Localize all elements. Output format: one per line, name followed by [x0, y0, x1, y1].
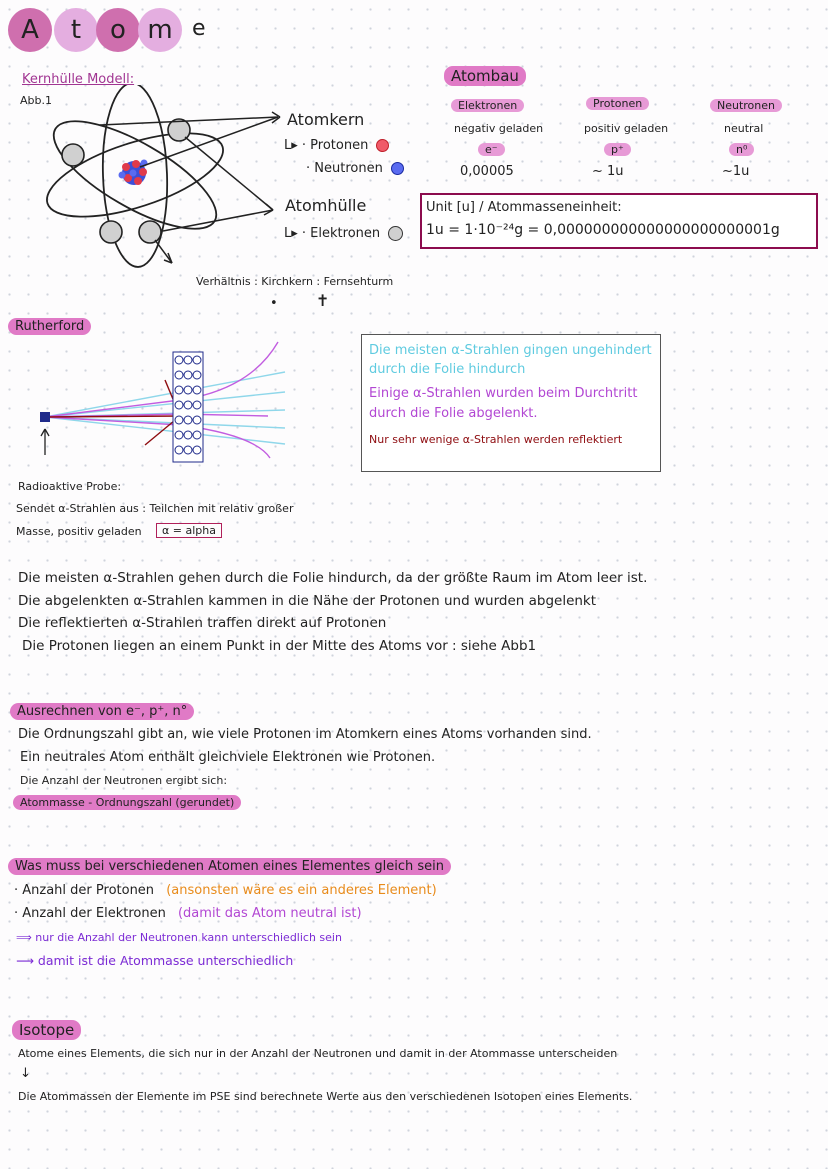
col-header-elektronen: Elektronen: [451, 99, 524, 112]
symbol-elektronen: e⁻: [478, 143, 505, 156]
obs-line: Einige α-Strahlen wurden beim Durchtritt: [369, 386, 638, 401]
atomhuelle-label: Atomhülle: [285, 196, 367, 215]
elektronen-label: · Elektronen: [301, 226, 381, 241]
ausrechnen-heading: Ausrechnen von e⁻, p⁺, n°: [10, 703, 194, 720]
protonen-label: · Protonen: [301, 138, 369, 153]
title-letter: m: [138, 8, 182, 52]
conclusion-line: Die reflektierten α-Strahlen traffen direkt auf Protonen: [18, 615, 387, 631]
radioactive-source: [40, 412, 50, 422]
gold-foil: [173, 352, 203, 462]
gleich-arrow-2: ⟶ damit ist die Atommasse unterschiedlich: [16, 953, 294, 968]
isotope-line-2: Die Atommassen der Elemente im PSE sind berechnete Werte aus den verschiedenen Isotopen eines Elements.: [18, 1090, 633, 1103]
isotope-heading: Isotope: [12, 1020, 81, 1040]
gleich-item-2-text: · Anzahl der Elektronen: [14, 906, 166, 921]
electron: [100, 221, 122, 243]
unit-box: [420, 193, 818, 249]
title-letter: t: [54, 8, 98, 52]
gleich-item-2: [14, 906, 362, 921]
rutherford-observations-box: [361, 334, 661, 472]
electron-icon: [388, 226, 403, 241]
unit-value: 1u = 1·10⁻²⁴g = 0,000000000000000000000001g: [426, 222, 780, 238]
alpha-badge: α = alpha: [156, 523, 222, 538]
kirchkern-dot: •: [270, 296, 278, 311]
gleich-item-1-text: · Anzahl der Protonen: [14, 883, 155, 898]
obs-line: durch die Folie abgelenkt.: [369, 406, 538, 421]
gleich-item-1: [14, 883, 437, 898]
atomkern-label: Atomkern: [287, 110, 365, 129]
arrow-symbol: L▸: [284, 138, 298, 153]
col-header-protonen: Protonen: [586, 97, 649, 110]
neutron-icon: [391, 162, 404, 175]
conclusion-line: Die abgelenkten α-Strahlen kammen in die Nähe der Protonen und wurden abgelenkt: [18, 593, 597, 609]
isotope-down-arrow: ↓: [20, 1066, 31, 1081]
verhaeltnis-text: Verhältnis : Kirchkern : Fernsehturm: [196, 275, 394, 288]
mass-neutronen: ~1u: [722, 164, 750, 179]
gleich-heading: Was muss bei verschiedenen Atomen eines Elementes gleich sein: [8, 858, 451, 875]
electron: [139, 221, 161, 243]
elektronen-row: [284, 226, 403, 241]
symbol-neutronen: n⁰: [729, 143, 754, 156]
gleich-item-1-note: (ansonsten wäre es ein anderes Element): [166, 883, 437, 898]
nucleus: [119, 160, 148, 186]
unit-line: Unit [u] / Atommasseneinheit:: [426, 200, 622, 215]
obs-line: durch die Folie hindurch: [369, 362, 526, 377]
ausrechnen-formula: Atommasse - Ordnungszahl (gerundet): [13, 795, 241, 810]
probe-label: Radioaktive Probe:: [18, 480, 122, 493]
proton-icon: [376, 139, 389, 152]
title-letter: o: [96, 8, 140, 52]
gleich-item-2-note: (damit das Atom neutral ist): [177, 906, 362, 921]
sendet-text: Sendet α-Strahlen aus : Teilchen mit relativ großer: [16, 502, 294, 515]
rutherford-heading: Rutherford: [8, 318, 91, 335]
masse-text: Masse, positiv geladen: [16, 525, 142, 538]
rutherford-diagram: [30, 330, 320, 470]
kernhuelle-heading: Kernhülle Modell:: [22, 72, 135, 87]
obs-line: Die meisten α-Strahlen gingen ungehindert: [369, 343, 652, 358]
ausrechnen-line: Die Ordnungszahl gibt an, wie viele Protonen im Atomkern eines Atoms vorhanden sind.: [18, 727, 592, 742]
gleich-arrow-1: ⟹ nur die Anzahl der Neutronen kann unterschiedlich sein: [16, 931, 342, 944]
mass-protonen: ~ 1u: [592, 164, 624, 179]
tower-icon: ✝: [316, 291, 330, 310]
protonen-row: [284, 138, 389, 153]
passing-rays: [45, 372, 285, 444]
ausrechnen-line: Die Anzahl der Neutronen ergibt sich:: [20, 774, 228, 787]
title-letter: A: [8, 8, 52, 52]
mass-elektronen: 0,00005: [460, 164, 514, 179]
symbol-protonen: p⁺: [604, 143, 631, 156]
deflected-rays: [45, 342, 278, 458]
arrow-symbol: L▸: [284, 226, 298, 241]
charge-protonen: positiv geladen: [584, 122, 669, 135]
conclusion-line: Die meisten α-Strahlen gehen durch die Folie hindurch, da der größte Raum im Atom leer ist.: [18, 570, 648, 586]
source-pointer: [41, 429, 49, 455]
conclusion-line: Die Protonen liegen an einem Punkt in der Mitte des Atoms vor : siehe Abb1: [22, 638, 537, 654]
col-header-neutronen: Neutronen: [710, 99, 782, 112]
abb-label: Abb.1: [20, 94, 52, 107]
ausrechnen-line: Ein neutrales Atom enthält gleichviele Elektronen wie Protonen.: [20, 750, 436, 765]
charge-elektronen: negativ geladen: [454, 122, 544, 135]
neutronen-row: [306, 161, 404, 176]
isotope-line-1: Atome eines Elements, die sich nur in der Anzahl der Neutronen und damit in der Atommasse unterscheiden: [18, 1047, 618, 1060]
electron: [62, 144, 84, 166]
obs-line: Nur sehr wenige α-Strahlen werden reflektiert: [369, 433, 623, 446]
title-letter: e: [192, 16, 206, 41]
atombau-heading: Atombau: [444, 66, 526, 86]
charge-neutronen: neutral: [724, 122, 764, 135]
neutronen-label: · Neutronen: [306, 161, 383, 176]
